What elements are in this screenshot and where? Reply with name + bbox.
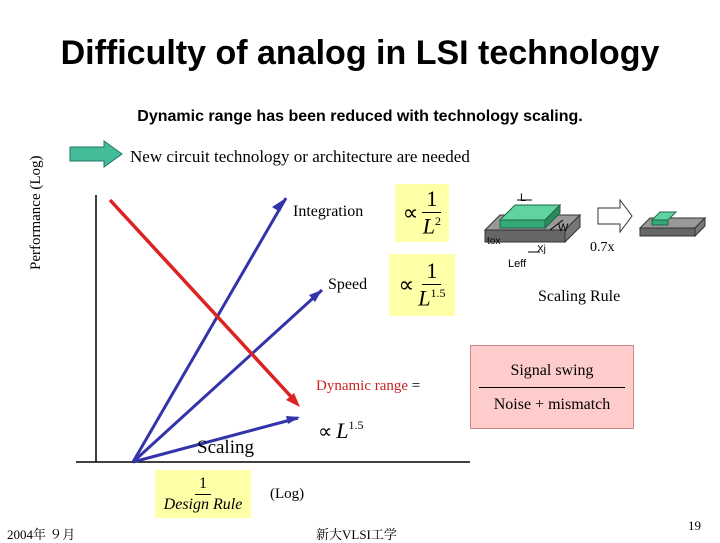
transistor-label-tox: tox [487, 236, 501, 247]
dynamic-range-label-group [316, 378, 420, 395]
page-number: 19 [688, 518, 701, 533]
scaling-rule-label: Scaling Rule [538, 288, 621, 305]
integration-formula-den: L [422, 213, 435, 239]
slide-title: Difficulty of analog in LSI technology [60, 34, 660, 72]
scaling-formula-base: L [336, 418, 349, 443]
need-text: New circuit technology or architecture are needed [130, 147, 470, 166]
footer-date: 2004年 ９月 [7, 527, 76, 542]
speed-formula-num: 1 [422, 260, 441, 285]
footer-org: 新大VLSI工学 [316, 527, 397, 542]
scaling-formula [318, 416, 380, 446]
speed-formula-den: L [418, 285, 431, 311]
integration-formula-num: 1 [422, 188, 441, 213]
scaling-arrowhead [286, 416, 300, 424]
x-axis-unit: (Log) [270, 486, 305, 502]
proportional-symbol: ∝ [398, 272, 415, 297]
design-rule-formula [155, 470, 251, 518]
integration-label: Integration [293, 203, 364, 220]
speed-label: Speed [328, 276, 368, 293]
integration-formula-exp: 2 [434, 214, 441, 229]
integration-formula [395, 184, 449, 242]
design-rule-num: 1 [195, 476, 211, 495]
speed-formula [389, 254, 455, 316]
transistor-label-W: W [558, 222, 569, 234]
scaling-label: Scaling [197, 437, 254, 458]
proportional-symbol: ∝ [402, 200, 419, 225]
slide-subtitle: Dynamic range has been reduced with technology scaling. [137, 108, 583, 125]
design-rule-den: Design Rule [163, 495, 243, 513]
scaling-formula-exp: 1.5 [348, 418, 364, 432]
ratio-numerator: Signal swing [510, 362, 594, 379]
proportional-symbol: ∝ [318, 420, 333, 443]
integration-line [133, 198, 286, 462]
speed-formula-exp: 1.5 [430, 286, 446, 301]
transistor-label-leff: Leff [508, 258, 527, 270]
transistor-label-L: L [520, 192, 527, 204]
transistor-scaling-illustration [470, 180, 710, 275]
ratio-denominator: Noise + mismatch [493, 396, 611, 413]
dynamic-range-equals: = [408, 378, 421, 394]
integration-arrowhead [272, 198, 286, 212]
y-axis-label: Performance (Log) [28, 155, 44, 270]
dynamic-range-label: Dynamic range [316, 378, 409, 394]
signal-noise-ratio-box [470, 345, 634, 429]
scale-factor: 0.7x [590, 240, 615, 255]
ratio-fraction-bar [479, 387, 625, 388]
transistor-label-xj: Xj [537, 244, 546, 255]
